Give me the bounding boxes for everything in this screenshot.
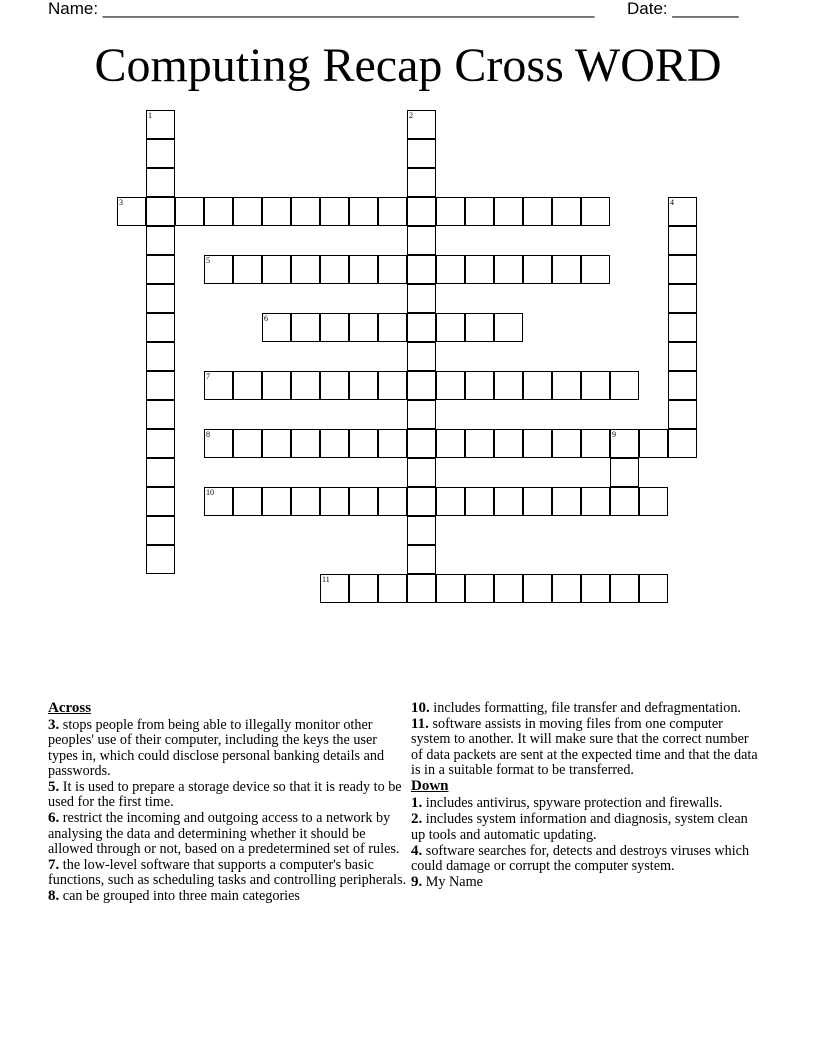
crossword-cell[interactable] bbox=[639, 429, 668, 458]
crossword-cell[interactable] bbox=[146, 313, 175, 342]
crossword-cell[interactable] bbox=[436, 197, 465, 226]
crossword-cell[interactable] bbox=[233, 429, 262, 458]
cell-number: 10 bbox=[206, 488, 214, 497]
crossword-cell[interactable] bbox=[320, 574, 349, 603]
crossword-cell[interactable] bbox=[552, 371, 581, 400]
crossword-cell[interactable] bbox=[465, 197, 494, 226]
across-clue-6 bbox=[48, 811, 408, 857]
crossword-cell[interactable] bbox=[581, 574, 610, 603]
crossword-cell[interactable] bbox=[291, 255, 320, 284]
crossword-cell[interactable] bbox=[436, 429, 465, 458]
crossword-cell[interactable] bbox=[668, 342, 697, 371]
clue-text: software assists in moving files from one computer system to another. It will make sure that the correct number of data packets are sent at the expected time and that the data is in a suitable format to be transferred. bbox=[411, 716, 758, 778]
crossword-cell[interactable] bbox=[610, 458, 639, 487]
crossword-cell[interactable] bbox=[349, 429, 378, 458]
clue-text: the low-level software that supports a computer's basic functions, such as scheduling tasks and controlling peripherals. bbox=[48, 857, 407, 889]
crossword-cell[interactable] bbox=[668, 313, 697, 342]
clues-column-left bbox=[48, 701, 408, 906]
crossword-cell[interactable] bbox=[494, 313, 523, 342]
clue-text: includes antivirus, spyware protection and firewalls. bbox=[425, 795, 723, 812]
crossword-cell[interactable] bbox=[668, 255, 697, 284]
crossword-cell[interactable] bbox=[668, 284, 697, 313]
crossword-cell[interactable] bbox=[349, 313, 378, 342]
clues-column-right bbox=[411, 701, 763, 891]
crossword-cell[interactable] bbox=[639, 574, 668, 603]
crossword-cell[interactable] bbox=[465, 487, 494, 516]
crossword-cell[interactable] bbox=[407, 516, 436, 545]
crossword-cell[interactable] bbox=[175, 197, 204, 226]
crossword-cell[interactable] bbox=[494, 429, 523, 458]
across-clue-10 bbox=[411, 701, 763, 716]
across-clue-11 bbox=[411, 717, 763, 778]
crossword-cell[interactable] bbox=[407, 197, 436, 226]
crossword-cell[interactable] bbox=[349, 255, 378, 284]
crossword-cell[interactable] bbox=[610, 574, 639, 603]
crossword-cell[interactable] bbox=[465, 429, 494, 458]
crossword-cell[interactable] bbox=[407, 487, 436, 516]
crossword-cell[interactable] bbox=[407, 458, 436, 487]
crossword-cell[interactable] bbox=[523, 255, 552, 284]
cell-number: 5 bbox=[206, 256, 210, 265]
crossword-cell[interactable] bbox=[320, 255, 349, 284]
crossword-cell[interactable] bbox=[146, 545, 175, 574]
crossword-cell[interactable] bbox=[610, 429, 639, 458]
name-field-label: Name: ____________________________________________________ bbox=[48, 0, 595, 18]
crossword-cell[interactable] bbox=[639, 487, 668, 516]
crossword-cell[interactable] bbox=[262, 313, 291, 342]
crossword-cell[interactable] bbox=[610, 487, 639, 516]
cell-number: 7 bbox=[206, 372, 210, 381]
crossword-cell[interactable] bbox=[233, 487, 262, 516]
crossword-cell[interactable] bbox=[378, 429, 407, 458]
crossword-cell[interactable] bbox=[378, 197, 407, 226]
crossword-cell[interactable] bbox=[349, 574, 378, 603]
crossword-cell[interactable] bbox=[146, 284, 175, 313]
crossword-cell[interactable] bbox=[407, 429, 436, 458]
crossword-cell[interactable] bbox=[233, 197, 262, 226]
across-clue-8 bbox=[48, 889, 408, 904]
across-heading: Across bbox=[48, 700, 92, 716]
crossword-cell[interactable] bbox=[146, 110, 175, 139]
crossword-cell[interactable] bbox=[378, 487, 407, 516]
across-clue-3 bbox=[48, 718, 408, 779]
clue-text: includes formatting, file transfer and defragmentation. bbox=[433, 700, 741, 716]
crossword-cell[interactable] bbox=[407, 226, 436, 255]
crossword-cell[interactable] bbox=[581, 429, 610, 458]
crossword-cell[interactable] bbox=[407, 255, 436, 284]
crossword-cell[interactable] bbox=[581, 371, 610, 400]
crossword-cell[interactable] bbox=[552, 255, 581, 284]
crossword-cell[interactable] bbox=[610, 371, 639, 400]
cell-number: 4 bbox=[670, 198, 674, 207]
crossword-cell[interactable] bbox=[523, 487, 552, 516]
clue-number: 8. bbox=[48, 888, 60, 905]
crossword-cell[interactable] bbox=[204, 255, 233, 284]
crossword-cell[interactable] bbox=[320, 429, 349, 458]
crossword-cell[interactable] bbox=[494, 574, 523, 603]
clue-text: stops people from being able to illegally monitor other peoples' use of their computer, including the keys the user types in, which could disclose personal banking details and passwords. bbox=[48, 717, 385, 779]
crossword-cell[interactable] bbox=[407, 342, 436, 371]
crossword-cell[interactable] bbox=[378, 313, 407, 342]
crossword-cell[interactable] bbox=[523, 429, 552, 458]
crossword-cell[interactable] bbox=[349, 197, 378, 226]
crossword-cell[interactable] bbox=[407, 313, 436, 342]
crossword-cell[interactable] bbox=[262, 487, 291, 516]
crossword-cell[interactable] bbox=[291, 429, 320, 458]
crossword-cell[interactable] bbox=[668, 226, 697, 255]
crossword-cell[interactable] bbox=[146, 342, 175, 371]
crossword-cell[interactable] bbox=[320, 371, 349, 400]
clue-number: 7. bbox=[48, 857, 60, 874]
page-title: Computing Recap Cross WORD bbox=[94, 39, 722, 92]
crossword-cell[interactable] bbox=[581, 255, 610, 284]
crossword-cell[interactable] bbox=[552, 429, 581, 458]
crossword-cell[interactable] bbox=[320, 313, 349, 342]
cell-number: 9 bbox=[612, 430, 616, 439]
clue-number: 11. bbox=[411, 716, 429, 733]
crossword-cell[interactable] bbox=[291, 313, 320, 342]
crossword-cell[interactable] bbox=[233, 371, 262, 400]
crossword-cell[interactable] bbox=[407, 110, 436, 139]
cell-number: 1 bbox=[148, 111, 152, 120]
crossword-cell[interactable] bbox=[494, 487, 523, 516]
clue-text: It is used to prepare a storage device so that it is ready to be used for the first time. bbox=[48, 779, 402, 811]
crossword-cell[interactable] bbox=[581, 197, 610, 226]
crossword-cell[interactable] bbox=[465, 255, 494, 284]
crossword-cell[interactable] bbox=[494, 371, 523, 400]
crossword-cell[interactable] bbox=[407, 284, 436, 313]
crossword-cell[interactable] bbox=[204, 197, 233, 226]
crossword-cell[interactable] bbox=[146, 168, 175, 197]
crossword-cell[interactable] bbox=[436, 574, 465, 603]
crossword-cell[interactable] bbox=[581, 487, 610, 516]
crossword-cell[interactable] bbox=[436, 255, 465, 284]
crossword-cell[interactable] bbox=[291, 487, 320, 516]
clue-text: can be grouped into three main categories bbox=[62, 888, 300, 905]
crossword-cell[interactable] bbox=[407, 371, 436, 400]
crossword-cell[interactable] bbox=[465, 371, 494, 400]
crossword-cell[interactable] bbox=[146, 139, 175, 168]
across-clue-5 bbox=[48, 780, 408, 810]
crossword-cell[interactable] bbox=[204, 429, 233, 458]
crossword-cell[interactable] bbox=[552, 487, 581, 516]
crossword-cell[interactable] bbox=[523, 197, 552, 226]
clue-number: 4. bbox=[411, 842, 423, 859]
crossword-cell[interactable] bbox=[407, 400, 436, 429]
clue-text: restrict the incoming and outgoing access to a network by analysing the data and determining whether it should be allowed through or not, based on a predetermined set of rules. bbox=[48, 810, 400, 857]
crossword-cell[interactable] bbox=[407, 574, 436, 603]
down-clue-2 bbox=[411, 812, 763, 842]
crossword-cell[interactable] bbox=[378, 574, 407, 603]
crossword-cell[interactable] bbox=[378, 255, 407, 284]
cell-number: 8 bbox=[206, 430, 210, 439]
crossword-cell[interactable] bbox=[668, 197, 697, 226]
crossword-cell[interactable] bbox=[262, 371, 291, 400]
crossword-cell[interactable] bbox=[407, 168, 436, 197]
crossword-cell[interactable] bbox=[146, 429, 175, 458]
crossword-cell[interactable] bbox=[465, 574, 494, 603]
crossword-cell[interactable] bbox=[262, 429, 291, 458]
crossword-cell[interactable] bbox=[146, 516, 175, 545]
crossword-cell[interactable] bbox=[146, 371, 175, 400]
down-clue-4 bbox=[411, 844, 763, 874]
clue-text: includes system information and diagnosis, system clean up tools and automatic updating. bbox=[411, 811, 748, 843]
clue-number: 6. bbox=[48, 810, 60, 827]
down-heading: Down bbox=[411, 778, 449, 795]
crossword-cell[interactable] bbox=[465, 313, 494, 342]
clue-number: 5. bbox=[48, 779, 60, 796]
date-field-label: Date: _______ bbox=[627, 0, 739, 18]
down-clue-1 bbox=[411, 796, 763, 811]
cell-number: 11 bbox=[322, 575, 330, 584]
across-clue-7 bbox=[48, 858, 408, 888]
crossword-cell[interactable] bbox=[204, 487, 233, 516]
clue-text: software searches for, detects and destroys viruses which could damage or corrupt the computer system. bbox=[411, 842, 750, 875]
crossword-cell[interactable] bbox=[146, 400, 175, 429]
crossword-cell[interactable] bbox=[668, 371, 697, 400]
crossword-cell[interactable] bbox=[117, 197, 146, 226]
clue-number: 9. bbox=[411, 874, 423, 891]
crossword-cell[interactable] bbox=[552, 574, 581, 603]
crossword-cell[interactable] bbox=[349, 487, 378, 516]
crossword-cell[interactable] bbox=[291, 371, 320, 400]
crossword-cell[interactable] bbox=[146, 487, 175, 516]
clue-number: 10. bbox=[411, 700, 430, 716]
crossword-cell[interactable] bbox=[523, 574, 552, 603]
crossword-cell[interactable] bbox=[494, 197, 523, 226]
cell-number: 6 bbox=[264, 314, 268, 323]
crossword-cell[interactable] bbox=[349, 371, 378, 400]
crossword-cell[interactable] bbox=[436, 371, 465, 400]
crossword-cell[interactable] bbox=[262, 197, 291, 226]
crossword-cell[interactable] bbox=[378, 371, 407, 400]
clue-number: 2. bbox=[411, 811, 423, 828]
crossword-cell[interactable] bbox=[407, 545, 436, 574]
crossword-cell[interactable] bbox=[436, 487, 465, 516]
crossword-cell[interactable] bbox=[204, 371, 233, 400]
crossword-cell[interactable] bbox=[407, 139, 436, 168]
crossword-cell[interactable] bbox=[320, 487, 349, 516]
crossword-cell[interactable] bbox=[320, 197, 349, 226]
crossword-cell[interactable] bbox=[146, 197, 175, 226]
crossword-cell[interactable] bbox=[668, 400, 697, 429]
crossword-cell[interactable] bbox=[552, 197, 581, 226]
clue-number: 3. bbox=[48, 717, 60, 734]
crossword-cell[interactable] bbox=[233, 255, 262, 284]
crossword-cell[interactable] bbox=[146, 226, 175, 255]
crossword-cell[interactable] bbox=[494, 255, 523, 284]
crossword-cell[interactable] bbox=[668, 429, 697, 458]
crossword-cell[interactable] bbox=[146, 255, 175, 284]
crossword-cell[interactable] bbox=[523, 371, 552, 400]
down-clue-9 bbox=[411, 875, 763, 890]
crossword-cell[interactable] bbox=[291, 197, 320, 226]
clue-text: My Name bbox=[425, 874, 483, 891]
crossword-cell[interactable] bbox=[262, 255, 291, 284]
clue-number: 1. bbox=[411, 795, 423, 812]
crossword-cell[interactable] bbox=[436, 313, 465, 342]
crossword-cell[interactable] bbox=[146, 458, 175, 487]
cell-number: 2 bbox=[409, 111, 413, 120]
cell-number: 3 bbox=[119, 198, 123, 207]
